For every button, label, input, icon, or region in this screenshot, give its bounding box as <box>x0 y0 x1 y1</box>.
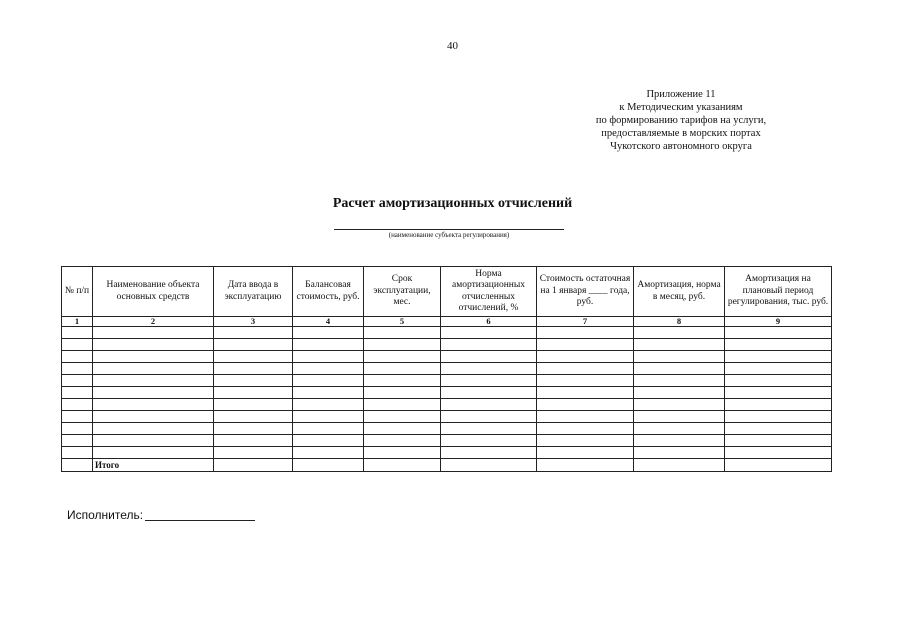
table-cell <box>214 363 293 375</box>
table-cell <box>364 351 441 363</box>
table-cell <box>441 339 537 351</box>
table-cell <box>634 339 725 351</box>
table-cell <box>214 327 293 339</box>
table-cell <box>62 447 93 459</box>
table-cell <box>93 327 214 339</box>
table-cell <box>214 351 293 363</box>
table-cell <box>634 375 725 387</box>
table-cell <box>725 447 832 459</box>
table-cell <box>62 375 93 387</box>
table-cell <box>364 423 441 435</box>
table-cell <box>725 459 832 472</box>
depreciation-table <box>61 266 832 472</box>
table-cell <box>62 339 93 351</box>
table-cell <box>62 411 93 423</box>
table-cell <box>537 411 634 423</box>
table-cell <box>93 387 214 399</box>
table-cell <box>537 399 634 411</box>
table-cell <box>214 411 293 423</box>
table-cell <box>364 447 441 459</box>
table-cell <box>537 363 634 375</box>
header-depreciation-rate: Норма амортизационных отчисленных отчислений, % <box>441 267 537 317</box>
column-number: 5 <box>364 317 441 327</box>
table-cell <box>62 423 93 435</box>
table-cell <box>93 339 214 351</box>
table-cell <box>214 447 293 459</box>
table-cell <box>725 423 832 435</box>
appendix-line-2: к Методическим указаниям <box>619 102 743 113</box>
table-cell <box>537 459 634 472</box>
header-service-life: Срок эксплуатации, мес. <box>364 267 441 317</box>
table-cell <box>634 459 725 472</box>
table-cell <box>441 459 537 472</box>
table-cell <box>93 375 214 387</box>
table-cell <box>441 435 537 447</box>
table-cell <box>364 339 441 351</box>
column-number: 6 <box>441 317 537 327</box>
table-cell <box>293 363 364 375</box>
table-cell <box>725 363 832 375</box>
table-cell <box>214 399 293 411</box>
table-cell <box>364 327 441 339</box>
table-cell <box>537 447 634 459</box>
table-cell <box>441 399 537 411</box>
table-cell <box>62 387 93 399</box>
header-period-depreciation: Амортизация на плановый период регулирования, тыс. руб. <box>725 267 832 317</box>
column-number: 1 <box>62 317 93 327</box>
table-cell <box>537 351 634 363</box>
table-cell <box>634 327 725 339</box>
table-cell <box>537 387 634 399</box>
table-cell <box>293 375 364 387</box>
table-cell <box>293 399 364 411</box>
table-cell <box>725 375 832 387</box>
table-cell <box>214 375 293 387</box>
header-asset-name: Наименование объекта основных средств <box>93 267 214 317</box>
column-number-row <box>62 317 832 327</box>
table-cell <box>725 339 832 351</box>
table-cell <box>441 351 537 363</box>
table-cell <box>62 399 93 411</box>
table-cell <box>364 435 441 447</box>
table-cell <box>62 327 93 339</box>
executor-label: Исполнитель: <box>67 508 144 522</box>
column-number: 9 <box>725 317 832 327</box>
table-row <box>62 435 832 447</box>
table-row <box>62 327 832 339</box>
subject-caption: (наименование субъекта регулирования) <box>388 231 510 239</box>
table-cell <box>93 447 214 459</box>
table-cell <box>441 411 537 423</box>
appendix-line-4: предоставляемые в морских портах <box>601 128 761 139</box>
table-cell <box>93 399 214 411</box>
table-cell <box>62 363 93 375</box>
table-row <box>62 423 832 435</box>
table-cell <box>634 411 725 423</box>
table-cell <box>93 423 214 435</box>
table-header-row <box>62 267 832 317</box>
table-row <box>62 339 832 351</box>
table-cell <box>364 459 441 472</box>
table-cell <box>441 375 537 387</box>
table-cell <box>214 339 293 351</box>
table-row <box>62 399 832 411</box>
table-cell <box>441 387 537 399</box>
table-cell <box>364 399 441 411</box>
table-cell <box>725 435 832 447</box>
table-cell <box>634 387 725 399</box>
table-cell <box>214 423 293 435</box>
table-cell <box>293 351 364 363</box>
table-cell <box>93 411 214 423</box>
table-row <box>62 447 832 459</box>
appendix-line-1: Приложение 11 <box>646 89 716 100</box>
table-cell <box>293 435 364 447</box>
table-row <box>62 363 832 375</box>
table-cell <box>537 339 634 351</box>
executor-signature-line <box>145 520 255 521</box>
table-cell <box>293 327 364 339</box>
table-cell <box>62 351 93 363</box>
table-cell <box>62 435 93 447</box>
table-cell <box>293 339 364 351</box>
table-cell <box>725 327 832 339</box>
table-cell <box>93 363 214 375</box>
appendix-line-5: Чукотского автономного округа <box>610 141 752 152</box>
appendix-note <box>570 88 792 153</box>
total-label: Итого <box>93 459 214 472</box>
table-cell <box>634 423 725 435</box>
table-cell <box>293 411 364 423</box>
table-cell <box>537 327 634 339</box>
table-cell <box>214 387 293 399</box>
table-cell <box>364 387 441 399</box>
column-number: 3 <box>214 317 293 327</box>
header-residual-value: Стоимость остаточная на 1 января ____ года, руб. <box>537 267 634 317</box>
column-number: 2 <box>93 317 214 327</box>
table-row <box>62 375 832 387</box>
table-cell <box>725 399 832 411</box>
table-row <box>62 387 832 399</box>
table-cell <box>293 447 364 459</box>
table-cell <box>537 423 634 435</box>
table-cell <box>293 423 364 435</box>
table-cell <box>364 411 441 423</box>
table-cell <box>725 411 832 423</box>
column-number: 7 <box>537 317 634 327</box>
table-cell <box>93 435 214 447</box>
table-cell <box>441 423 537 435</box>
table-cell <box>441 447 537 459</box>
table-cell <box>634 351 725 363</box>
column-number: 8 <box>634 317 725 327</box>
table-cell <box>214 459 293 472</box>
table-cell <box>634 363 725 375</box>
total-row <box>62 459 832 472</box>
appendix-line-3: по формированию тарифов на услуги, <box>595 115 767 126</box>
table-cell <box>93 351 214 363</box>
table-cell <box>62 459 93 472</box>
table-cell <box>634 447 725 459</box>
table-cell <box>537 375 634 387</box>
header-number: № п/п <box>62 267 93 317</box>
table-cell <box>214 435 293 447</box>
header-monthly-depreciation: Амортизация, норма в месяц, руб. <box>634 267 725 317</box>
table-cell <box>441 327 537 339</box>
table-cell <box>725 351 832 363</box>
table-cell <box>441 363 537 375</box>
table-cell <box>537 435 634 447</box>
table-row <box>62 351 832 363</box>
table-cell <box>634 399 725 411</box>
table-cell <box>634 435 725 447</box>
subject-name-line <box>334 229 564 230</box>
table-cell <box>364 375 441 387</box>
table-row <box>62 411 832 423</box>
table-cell <box>293 459 364 472</box>
table-cell <box>725 387 832 399</box>
page-number: 40 <box>447 40 458 52</box>
column-number: 4 <box>293 317 364 327</box>
table-cell <box>293 387 364 399</box>
header-commissioning-date: Дата ввода в эксплуатацию <box>214 267 293 317</box>
header-book-value: Балансовая стоимость, руб. <box>293 267 364 317</box>
document-title: Расчет амортизационных отчислений <box>332 196 573 211</box>
table-cell <box>364 363 441 375</box>
